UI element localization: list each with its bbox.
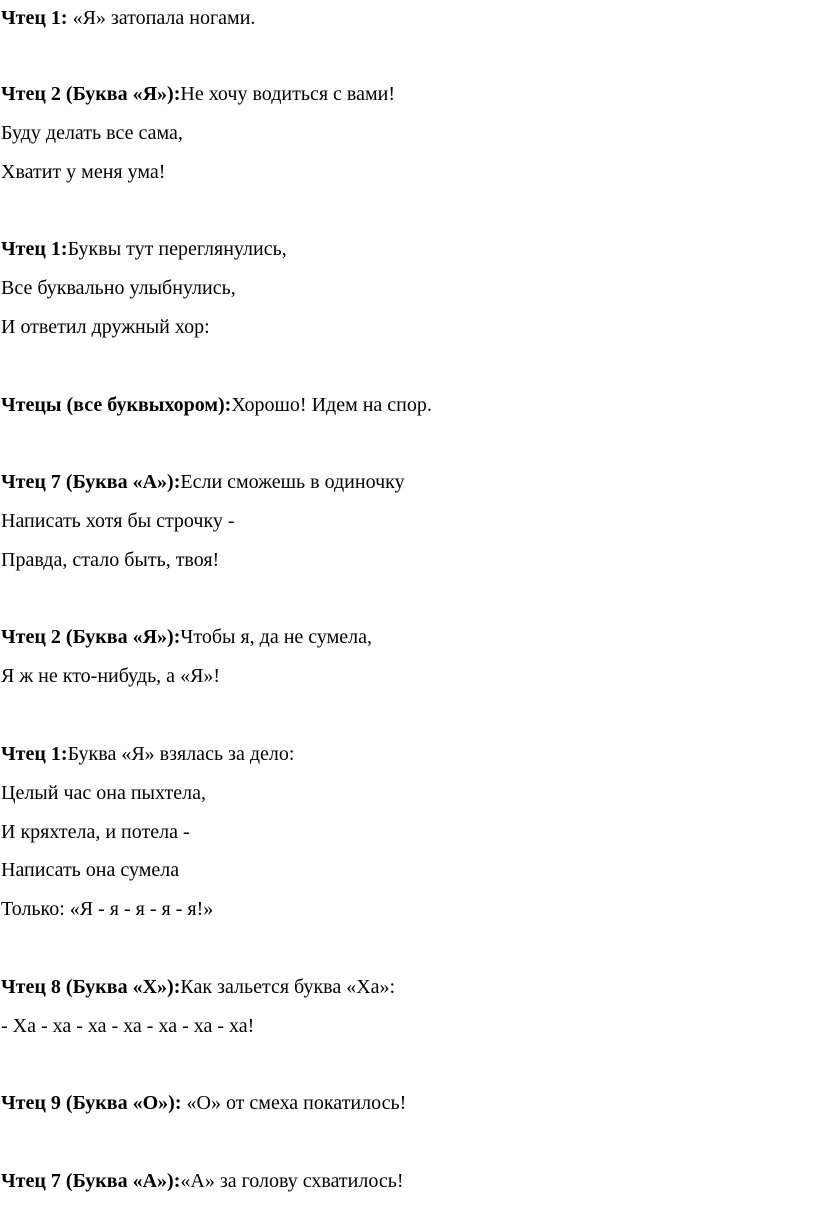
verse-line: И ответил дружный хор: [1,316,210,338]
speaker-label: Чтец 7 (Буква «А»): [1,1170,181,1192]
speaker-label: Чтец 7 (Буква «А»): [1,471,181,493]
verse-line: Целый час она пыхтела, [1,782,206,804]
verse-text: Буква «Я» взялась за дело: [67,743,295,765]
verse-text: «Я» затопала ногами. [72,7,256,29]
verse-line: Написать она сумела [1,859,180,881]
speaker-label: Чтец 8 (Буква «Х»): [1,976,181,998]
verse-line: Только: «Я - я - я - я - я!» [1,898,214,920]
verse-line [1,237,287,261]
verse-line [1,6,255,30]
verse-text: «А» за голову схватилось! [180,1170,404,1192]
verse-line [1,470,405,494]
verse-line [1,975,395,999]
verse-line [1,393,432,417]
verse-text: Если сможешь в одиночку [180,471,405,493]
speaker-label: Чтец 1: [1,7,73,29]
speaker-label: Чтец 1: [1,743,68,765]
verse-line [1,1091,406,1115]
verse-text: «О» от смеха покатилось! [186,1092,407,1114]
verse-text: Как зальется буква «Ха»: [180,976,396,998]
speaker-label: Чтец 9 (Буква «О»): [1,1092,187,1114]
verse-line: - Ха - ха - ха - ха - ха - ха - ха! [1,1015,255,1037]
verse-line [1,625,372,649]
verse-line: Написать хотя бы строчку - [1,510,235,532]
verse-text: Чтобы я, да не сумела, [180,626,373,648]
speaker-label: Чтец 2 (Буква «Я»): [1,83,181,105]
verse-line: Все буквально улыбнулись, [1,277,236,299]
verse-line [1,1169,404,1193]
verse-line [1,742,294,766]
verse-line: Правда, стало быть, твоя! [1,549,220,571]
verse-line: Я ж не кто-нибудь, а «Я»! [1,665,221,687]
verse-text: Хорошо! Идем на спор. [231,394,432,416]
verse-line: Буду делать все сама, [1,122,183,144]
verse-text: Буквы тут переглянулись, [67,238,287,260]
verse-line: Хватит у меня ума! [1,161,166,183]
verse-text: Не хочу водиться с вами! [180,83,395,105]
speaker-label: Чтец 2 (Буква «Я»): [1,626,181,648]
verse-line: И кряхтела, и потела - [1,821,190,843]
speaker-label: Чтец 1: [1,238,68,260]
speaker-label: Чтецы (все буквыхором): [1,394,232,416]
verse-line [1,82,395,106]
